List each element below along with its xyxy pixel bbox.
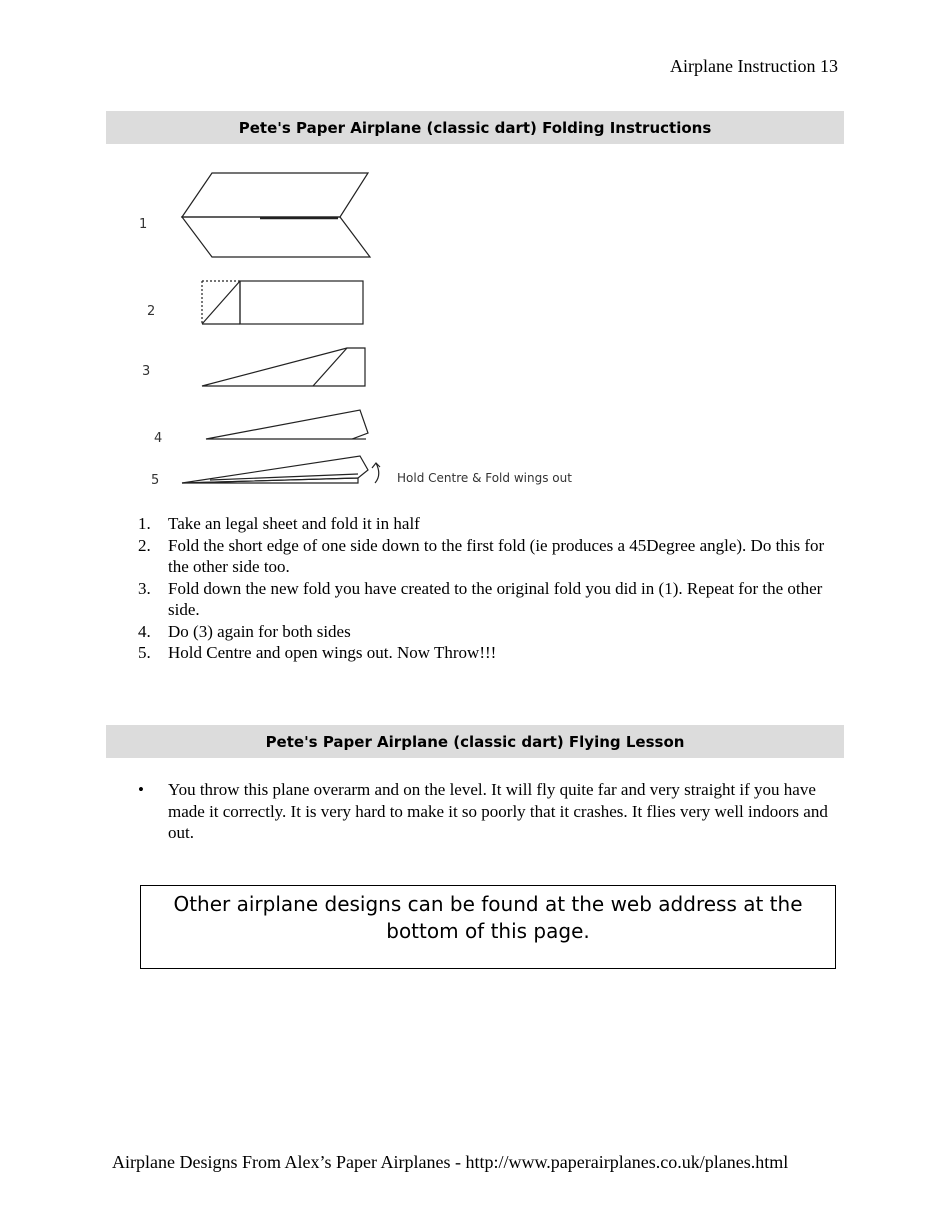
step-5-drawing — [182, 456, 368, 483]
diagram-step-number: 3 — [142, 364, 151, 379]
diagram-step-number: 4 — [154, 431, 163, 446]
step-number: 3. — [138, 578, 151, 598]
folding-diagram-svg — [130, 165, 580, 495]
bullet-text: You throw this plane overarm and on the level. It will fly quite far and very straight if you have made it correctly. It is very hard to make it so poorly that it crashes. It flies very well indoors and out. — [168, 780, 828, 842]
step-number: 1. — [138, 514, 151, 533]
note-box: Other airplane designs can be found at the web address at the bottom of this page. — [140, 885, 836, 969]
flying-section-title: Pete's Paper Airplane (classic dart) Flying Lesson — [106, 725, 844, 758]
step-number: 2. — [138, 535, 151, 555]
folding-section-title: Pete's Paper Airplane (classic dart) Folding Instructions — [106, 111, 844, 144]
list-item — [138, 621, 838, 643]
folding-diagram — [130, 165, 580, 495]
page-header-label: Airplane Instruction 13 — [670, 56, 838, 76]
step-text: Fold down the new fold you have created to the original fold you did in (1). Repeat for the other side. — [168, 578, 823, 619]
step-text: Take an legal sheet and fold it in half — [168, 514, 420, 533]
list-item — [138, 513, 838, 535]
step-3-drawing — [202, 348, 365, 386]
diagram-step-number: 1 — [139, 217, 148, 232]
list-item — [138, 779, 838, 844]
bullet-icon: • — [138, 780, 144, 799]
step-text: Do (3) again for both sides — [168, 621, 351, 641]
diagram-caption: Hold Centre & Fold wings out — [397, 471, 572, 485]
diagram-step-number: 5 — [151, 473, 160, 488]
list-item — [138, 642, 838, 664]
step-text: Hold Centre and open wings out. Now Throw!!! — [168, 643, 497, 662]
step-1-drawing — [182, 173, 370, 257]
step-4-drawing — [206, 410, 368, 439]
step-number: 5. — [138, 643, 151, 662]
diagram-step-number: 2 — [147, 304, 156, 319]
step-number: 4. — [138, 621, 151, 641]
flying-bullets-list — [138, 779, 838, 844]
folding-steps-list — [138, 513, 838, 664]
step-text: Fold the short edge of one side down to the first fold (ie produces a 45Degree angle). Do this for the other side too. — [168, 535, 825, 576]
list-item — [138, 578, 838, 621]
page-footer: Airplane Designs From Alex’s Paper Airplanes - http://www.paperairplanes.co.uk/planes.html — [112, 1152, 789, 1172]
list-item — [138, 535, 838, 578]
curved-arrow-icon — [372, 463, 380, 483]
step-2-drawing — [202, 281, 363, 324]
